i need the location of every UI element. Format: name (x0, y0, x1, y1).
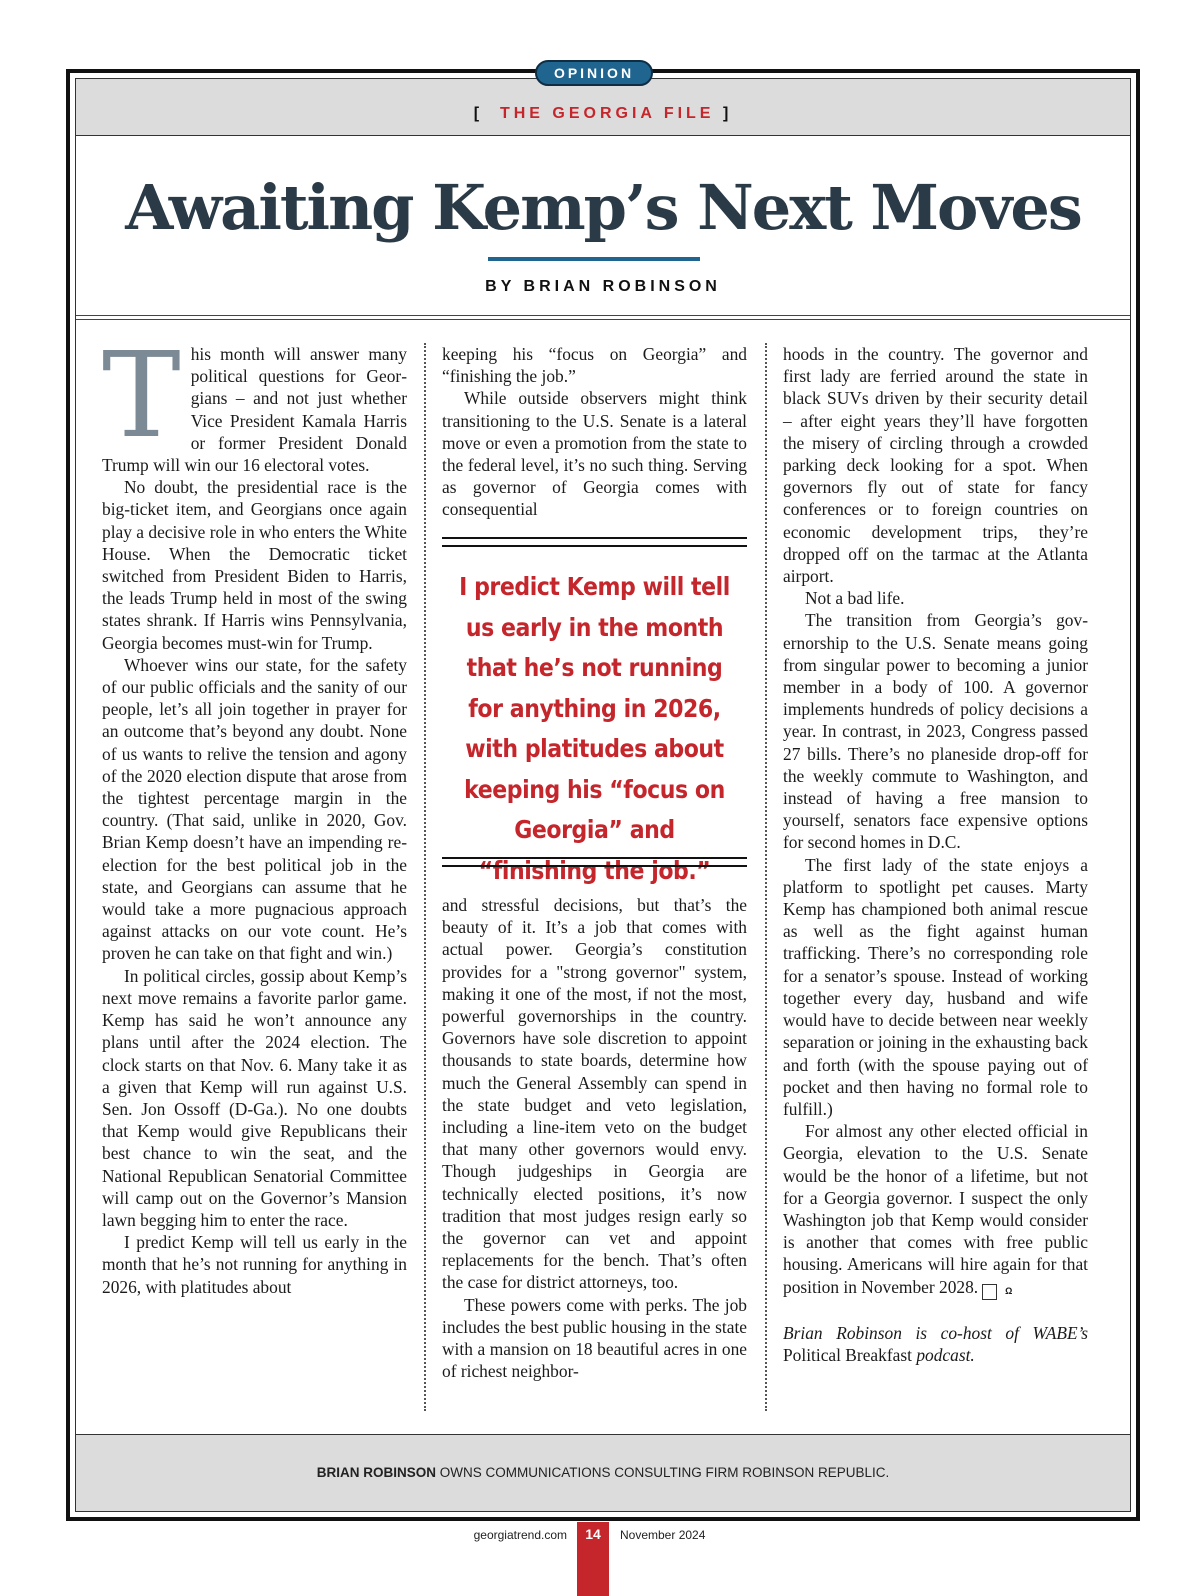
paragraph: The first lady of the state enjoys a platform to spotlight pet causes. Marty Kemp has championed both animal rescue as well as the fight against human trafficking. There’s no corresponding role for a senator’s spouse. Instead of working together every day, husband and wife would have to decide between near weekly separation or joining in the exhausting back and forth (with the spouse paying out of pocket and then having no formal role to fulfill.) (783, 854, 1088, 1119)
frame-inner-border (75, 78, 1131, 1512)
paragraph: Not a bad life. (805, 588, 905, 609)
paragraph-text: his month will answer many political questions for Georgians – and not just whether Vice President Kamala Harris or former President Donald Trump will win our 16 electoral votes. (102, 344, 407, 476)
author-note (76, 1465, 1130, 1480)
byline-divider (76, 315, 1130, 320)
paragraph-text: For almost any other elected official in Georgia, elevation to the U.S. Senate would be the honor of a lifetime, but not for a Georgia governor. I suspect the only Washington job that Kemp would consider is another that comes with free public housing. Americans will hire again for that position in November 2028. (783, 1121, 1088, 1297)
body-column-1 (102, 326, 407, 1298)
bio-text: Brian Robinson is co-host of WABE’s (783, 1322, 1088, 1343)
paragraph: No doubt, the presidential race is the big-ticket item, and Georgians once again play a decisive role in who enters the White House. When the Democratic ticket switched from President Biden to Harris, the leads Trump held in most of the swing states shrank. If Harris wins Pennsylvania, Georgia becomes must-win for Trump. (102, 477, 407, 653)
bracket-open: [ (473, 105, 484, 122)
author-note-band (76, 1434, 1130, 1511)
page-number: 14 (585, 1526, 601, 1542)
bio-text-end: podcast. (916, 1344, 975, 1365)
column-title (76, 105, 1130, 123)
paragraph: hoods in the country. The governor and first lady are ferried around the state in black SUVs driven by their security detail – after eight years they’ll have forgotten the misery of circling through a crowded parking deck looking for a spot. When governors fly out of state for fancy conferences or to foreign countries on economic development trips, they’re dropped off on the tarmac at the Atlanta airport. (783, 344, 1088, 587)
drop-cap: T (102, 326, 181, 464)
author-note-text: OWNS COMMUNICATIONS CONSULTING FIRM ROBINSON REPUBLIC. (439, 1465, 890, 1480)
byline: BY BRIAN ROBINSON (485, 278, 721, 295)
pull-quote (442, 537, 747, 885)
pull-quote-text: I predict Kemp will tell us early in the month that he’s not running for anything in 2026, with platitudes about keeping his “focus on Georgia” and “finishing the job.” (459, 572, 730, 885)
column-divider-2 (765, 343, 767, 1411)
bracket-close: ] (722, 105, 733, 122)
paragraph: In political circles, gossip about Kemp’s next move remains a favorite parlor game. Kemp has said he won’t announce any plans until after the 2024 election. The clock starts on that Nov. 6. Many take it as a given that Kemp will run against U.S. Sen. Jon Ossoff (D-Ga.). No one doubts that Kemp would give Republicans their best chance to win the seat, and the National Republican Senatorial Committee will camp out on the Governor’s Mansion lawn begging him to enter the race. (102, 965, 407, 1230)
paragraph: and stressful decisions, but that’s the beauty of it. It’s a job that comes with actual power. Georgia’s constitution provides for a "strong governor" system, making it one of the most, if not the most, powerful governorships in the country. Governors have sole discretion to appoint thousands to state boards, determine how much the General Assembly can spend in the state budget and veto legislation, including a line-item veto on the budget that many other governors would envy. Though judgeships in Georgia are technically elected positions, it’s now tradition that most judges resign early so the governor can vet and appoint replacements for the bench. That’s often the case for district attorneys, too. (442, 895, 747, 1293)
footer-date: November 2024 (620, 1528, 706, 1542)
paragraph (102, 326, 407, 476)
paragraph: keeping his “focus on Georgia” and “finishing the job.” (442, 344, 747, 387)
paragraph: These powers come with perks. The job includes the best public housing in the state with a mansion on 18 beautiful acres in one of richest neighbor- (442, 1294, 747, 1382)
article-frame (66, 69, 1140, 1521)
paragraph: Whoever wins our state, for the safety of our public officials and the sanity of our people, let’s all join together in prayer for an outcome that’s beyond any doubt. None of us wants to relive the tension and agony of the 2020 election dispute that arose from the tightest percentage margin in the country. (That said, unlike in 2020, Gov. Brian Kemp doesn’t have an impending re-election for the best political job in the state, and Georgians can assume that he would take a more pugnacious approach against attacks on our vote count. He’s proven he can take on that fight and win.) (102, 654, 407, 964)
page-footer (0, 1522, 1200, 1596)
section-header-band (76, 79, 1130, 136)
body-column-3 (783, 343, 1088, 1366)
paragraph (783, 1120, 1088, 1299)
bio-show-name: Political Breakfast (783, 1344, 912, 1365)
footer-site: georgiatrend.com (473, 1528, 567, 1542)
pull-quote-rule-top (442, 537, 747, 547)
author-bio (783, 1322, 1088, 1366)
end-mark-icon: Ω (982, 1284, 997, 1300)
body-column-2-bottom (442, 894, 747, 1382)
author-name: BRIAN ROBINSON (316, 1465, 436, 1480)
headline: Awaiting Kemp’s Next Moves (125, 171, 1081, 244)
body-column-2-top (442, 343, 747, 521)
paragraph: I predict Kemp will tell us early in the month that he’s not running for anything in 2026, with platitudes about (102, 1232, 407, 1297)
column-divider-1 (424, 343, 426, 1411)
paragraph: The transition from Georgia’s governorship to the U.S. Senate means going from singular power to becoming a junior member in a body of 100. A governor implements hundreds of policy decisions a year. In contrast, in 2023, Congress passed 27 bills. There’s no planeside drop-off for the weekly commute to Washington, and instead of having a free mansion to yourself, senators face expensive options for second homes in D.C. (783, 610, 1088, 853)
paragraph: While outside observers might think transitioning to the U.S. Senate is a lateral move or even a promotion from the state to the federal level, it’s no such thing. Serving as governor of Georgia comes with consequential (442, 388, 747, 520)
headline-rule (488, 257, 700, 261)
pull-quote-rule-bottom (442, 857, 747, 867)
section-badge: OPINION (535, 60, 653, 86)
column-name: THE GEORGIA FILE (499, 105, 715, 122)
